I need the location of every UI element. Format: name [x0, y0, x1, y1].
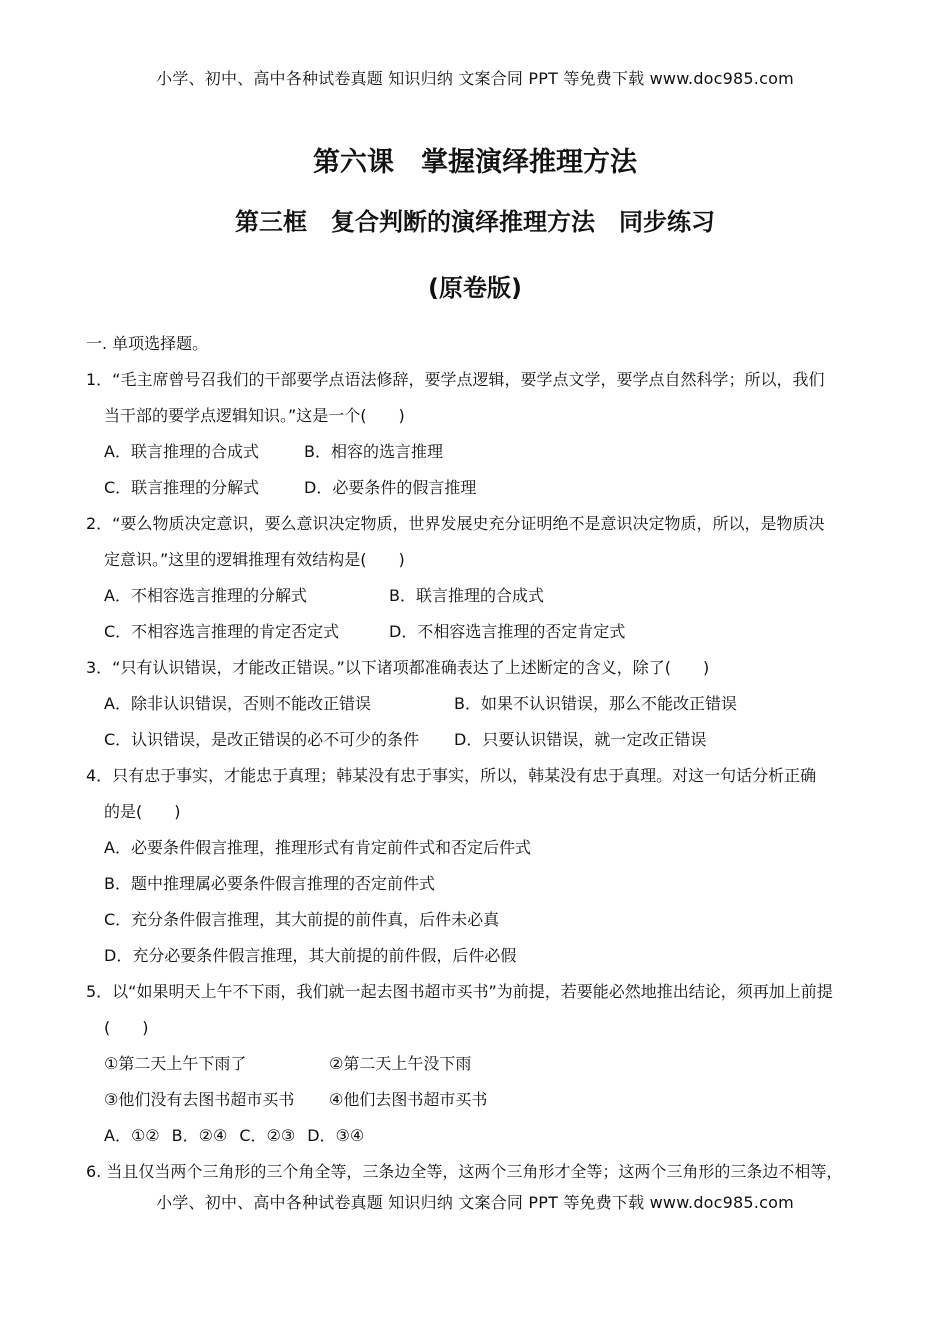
question-2-stem-cont: 定意识。”这里的逻辑推理有效结构是( )	[104, 550, 405, 569]
question-4-stem-cont: 的是( )	[104, 802, 181, 821]
question-5-option-a: A．①②	[104, 1126, 160, 1145]
question-1-stem-cont: 当干部的要学点逻辑知识。”这是一个( )	[104, 406, 405, 425]
section-heading: 一. 单项选择题。	[86, 334, 209, 353]
question-3-option-b: B．如果不认识错误，那么不能改正错误	[454, 694, 737, 713]
question-3-option-d: D．只要认识错误，就一定改正错误	[454, 730, 707, 749]
question-5-item-3: ③他们没有去图书超市买书	[104, 1090, 295, 1109]
question-5-stem: 5．以“如果明天上午不下雨，我们就一起去图书超市买书”为前提，若要能必然地推出结论，须再加上前提	[86, 982, 833, 1001]
question-3-option-c: C．认识错误，是改正错误的必不可少的条件	[104, 730, 420, 749]
question-5-item-2: ②第二天上午没下雨	[329, 1054, 472, 1073]
question-5-option-c: C．②③	[239, 1126, 296, 1145]
question-4-option-d: D．充分必要条件假言推理，其大前提的前件假，后件必假	[104, 946, 517, 965]
question-1-option-a: A．联言推理的合成式	[104, 442, 259, 461]
question-1-options-row	[86, 434, 876, 470]
question-6-stem: 6. 当且仅当两个三角形的三个角全等，三条边全等，这两个三角形才全等；这两个三角形的三条边不相等，	[86, 1162, 843, 1181]
question-5-stem-cont: ( )	[104, 1018, 149, 1037]
header-banner: 小学、初中、高中各种试卷真题 知识归纳 文案合同 PPT 等免费下载 www.doc985.com	[156, 69, 794, 88]
question-1-stem: 1．“毛主席曾号召我们的干部要学点语法修辞，要学点逻辑，要学点文学，要学点自然科学；所以，我们	[86, 370, 825, 389]
question-5-option-b: B．②④	[171, 1126, 228, 1145]
question-1-option-b: B．相容的选言推理	[304, 442, 443, 461]
section-title: 第三框 复合判断的演绎推理方法 同步练习	[235, 208, 715, 236]
question-2-options-row	[86, 578, 876, 614]
question-1-option-c: C．联言推理的分解式	[104, 478, 260, 497]
question-5-option-d: D．③④	[307, 1126, 365, 1145]
question-3-options-row	[86, 722, 876, 758]
question-2-options-row	[86, 614, 876, 650]
lesson-title: 第六课 掌握演绎推理方法	[313, 147, 637, 178]
question-2-option-d: D．不相容选言推理的否定肯定式	[389, 622, 626, 641]
question-2-stem: 2．“要么物质决定意识，要么意识决定物质，世界发展史充分证明绝不是意识决定物质，所以，是物质决	[86, 514, 825, 533]
question-4-option-b: B．题中推理属必要条件假言推理的否定前件式	[104, 874, 435, 893]
question-4-option-a: A．必要条件假言推理，推理形式有肯定前件式和否定后件式	[104, 838, 531, 857]
question-4-stem: 4．只有忠于事实，才能忠于真理；韩某没有忠于事实，所以，韩某没有忠于真理。对这一句话分析正确	[86, 766, 817, 785]
question-5-item-4: ④他们去图书超市买书	[329, 1090, 488, 1109]
question-3-option-a: A．除非认识错误，否则不能改正错误	[104, 694, 371, 713]
question-1-options-row	[86, 470, 876, 506]
footer-banner: 小学、初中、高中各种试卷真题 知识归纳 文案合同 PPT 等免费下载 www.doc985.com	[156, 1193, 794, 1212]
question-3-stem: 3．“只有认识错误，才能改正错误。”以下诸项都准确表达了上述断定的含义，除了( )	[86, 658, 710, 677]
worksheet-content	[86, 326, 876, 1190]
edition-label: (原卷版)	[428, 274, 522, 302]
question-5-options-row	[86, 1118, 876, 1154]
question-2-option-b: B．联言推理的合成式	[389, 586, 544, 605]
question-4-option-c: C．充分条件假言推理，其大前提的前件真，后件未必真	[104, 910, 500, 929]
question-5-items-row	[86, 1046, 876, 1082]
question-1-option-d: D．必要条件的假言推理	[304, 478, 477, 497]
question-5-item-1: ①第二天上午下雨了	[104, 1054, 247, 1073]
question-2-option-a: A．不相容选言推理的分解式	[104, 586, 307, 605]
question-3-options-row	[86, 686, 876, 722]
question-2-option-c: C．不相容选言推理的肯定否定式	[104, 622, 340, 641]
question-5-items-row	[86, 1082, 876, 1118]
